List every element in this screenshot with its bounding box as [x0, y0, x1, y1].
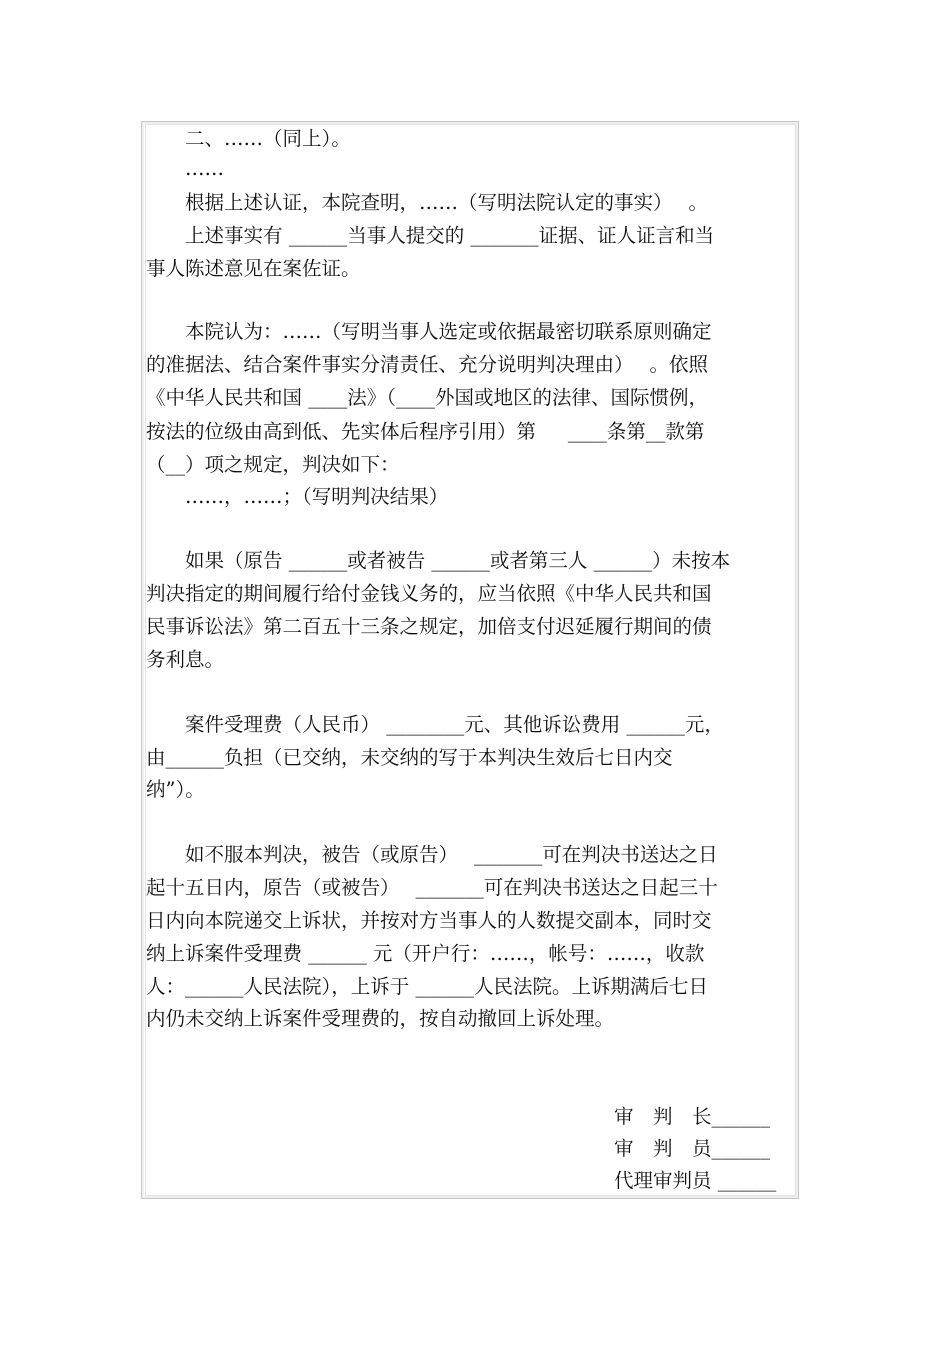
text-line: （__）项之规定，判决如下：: [146, 453, 400, 476]
text-line: 事人陈述意见在案佐证。: [146, 257, 361, 280]
text-line: 人：______人民法院），上诉于 ______人民法院。上诉期满后七日: [146, 975, 708, 998]
text-line: 的准据法、结合案件事实分清责任、充分说明判决理由） 。依照: [146, 353, 708, 376]
text-line: 如果（原告 ______或者被告 ______或者第三人 ______）未按本: [146, 549, 731, 572]
text-line: 案件受理费（人民币） ________元、其他诉讼费用 ______元，: [146, 713, 724, 736]
text-line: ……: [146, 157, 225, 180]
text-line: 内仍未交纳上诉案件受理费的，按自动撤回上诉处理。: [146, 1007, 615, 1030]
text-line: 务利息。: [146, 648, 225, 671]
document-frame-inner: [145, 124, 796, 1196]
text-line: 本院认为：……（写明当事人选定或依据最密切联系原则确定: [146, 320, 712, 343]
text-line: 由______负担（已交纳，未交纳的写于本判决生效后七日内交: [146, 746, 673, 769]
text-line: 《中华人民共和国 ____法》（____外国或地区的法律、国际惯例，: [146, 386, 708, 409]
text-line: 纳”）。: [146, 778, 205, 801]
text-line: 二、……（同上）。: [146, 127, 351, 150]
text-line: 日内向本院递交上诉状，并按对方当事人的人数提交副本，同时交: [146, 909, 712, 932]
text-line: 上述事实有 ______当事人提交的 _______证据、证人证言和当: [146, 224, 715, 247]
signature-line-judge: 审 判 员______: [614, 1137, 771, 1160]
text-line: 根据上述认证，本院查明，……（写明法院认定的事实） 。: [146, 191, 708, 214]
text-line: 判决指定的期间履行给付金钱义务的，应当依照《中华人民共和国: [146, 582, 712, 605]
text-line: 民事诉讼法》第二百五十三条之规定，加倍支付迟延履行期间的债: [146, 615, 712, 638]
signature-line-acting-judge: 代理审判员 ______: [614, 1169, 777, 1192]
text-line: 起十五日内，原告（或被告） _______可在判决书送达之日起三十: [146, 876, 718, 899]
signature-line-chief-judge: 审 判 长______: [614, 1105, 771, 1128]
text-line: ……，……；（写明判决结果）: [146, 485, 449, 508]
text-line: 如不服本判决，被告（或原告） _______可在判决书送达之日: [146, 843, 718, 866]
text-line: 纳上诉案件受理费 ______ 元（开户行：……，帐号：……，收款: [146, 942, 705, 965]
text-line: 按法的位级由高到低、先实体后程序引用）第 ____条第__款第: [146, 420, 705, 443]
